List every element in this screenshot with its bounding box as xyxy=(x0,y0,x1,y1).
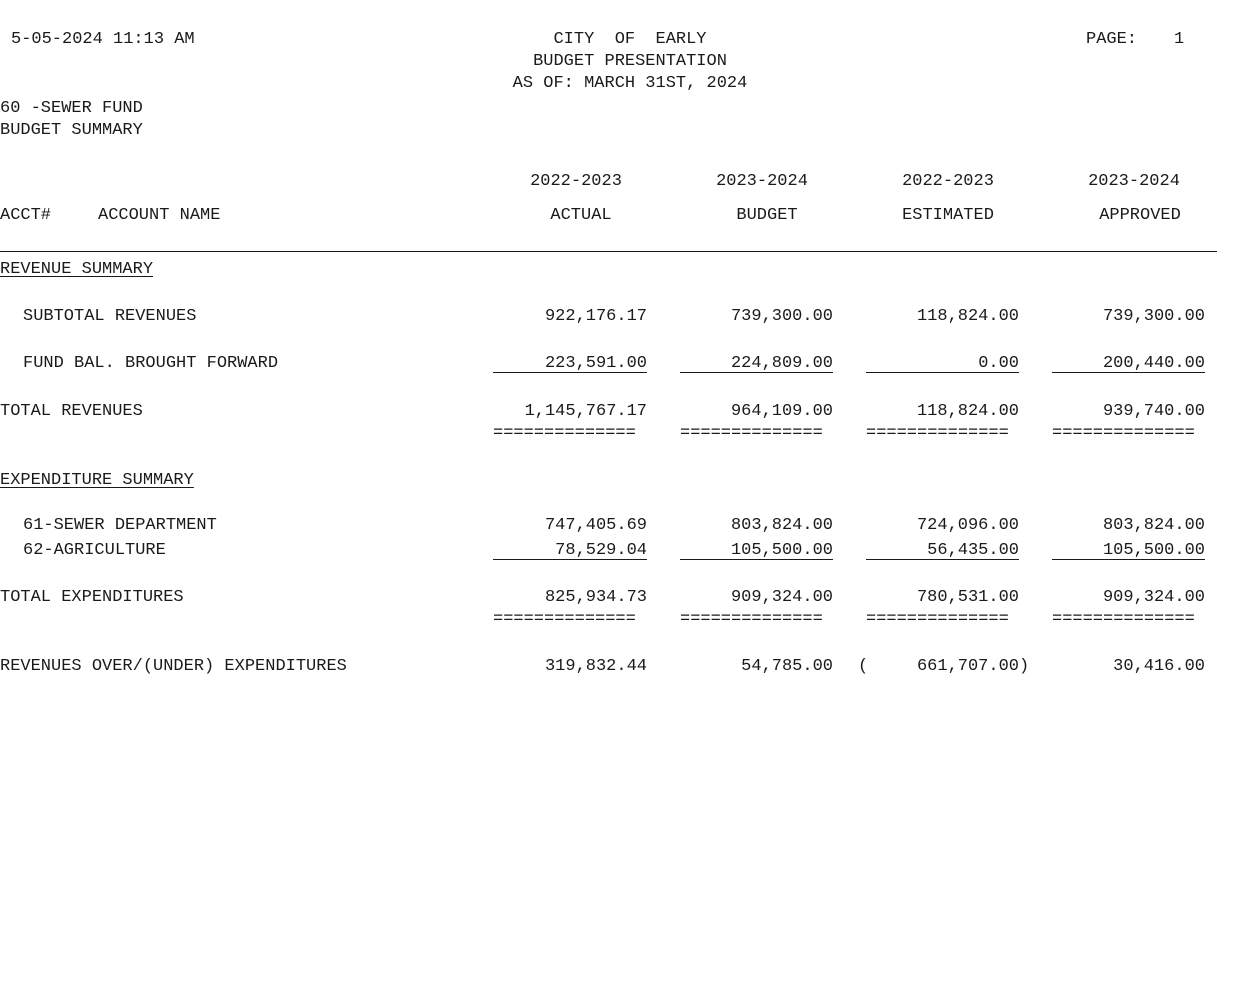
cell-value: 739,300.00 xyxy=(1102,307,1205,326)
cell-value: 319,832.44 xyxy=(544,657,647,676)
negative-close-paren: ) xyxy=(1019,657,1030,676)
col-year-budget: 2023-2024 xyxy=(716,172,808,191)
cell-value: 825,934.73 xyxy=(544,588,647,607)
double-rule: ============== xyxy=(680,424,823,443)
report-datetime: 5-05-2024 11:13 AM xyxy=(11,30,195,49)
double-rule: ============== xyxy=(866,424,1009,443)
col-title-estimated: ESTIMATED xyxy=(902,206,994,225)
acct-header: ACCT# xyxy=(0,206,52,225)
cell-value: 200,440.00 xyxy=(1102,354,1205,373)
total-expenditures-label: TOTAL EXPENDITURES xyxy=(0,588,184,607)
cell-value: 56,435.00 xyxy=(927,541,1019,560)
row-label-sewer-department: 61-SEWER DEPARTMENT xyxy=(23,516,217,535)
page-label: PAGE: xyxy=(1086,30,1138,49)
double-rule: ============== xyxy=(680,610,823,629)
total-revenues-label: TOTAL REVENUES xyxy=(0,402,143,421)
subtotal-underline xyxy=(1052,372,1205,373)
cell-value: 803,824.00 xyxy=(730,516,833,535)
double-rule: ============== xyxy=(493,424,636,443)
row-label-fund-balance: FUND BAL. BROUGHT FORWARD xyxy=(23,354,279,373)
row-label-subtotal-revenues: SUBTOTAL REVENUES xyxy=(23,307,197,326)
subtotal-underline xyxy=(493,372,647,373)
subtotal-underline xyxy=(680,559,833,560)
cell-value: 224,809.00 xyxy=(730,354,833,373)
row-label-agriculture: 62-AGRICULTURE xyxy=(23,541,166,560)
page-number: 1 xyxy=(1174,30,1185,49)
col-year-estimated: 2022-2023 xyxy=(902,172,994,191)
cell-value: 30,416.00 xyxy=(1113,657,1205,676)
cell-value: 724,096.00 xyxy=(916,516,1019,535)
cell-value: 105,500.00 xyxy=(1102,541,1205,560)
cell-value: 909,324.00 xyxy=(1102,588,1205,607)
cell-value: 0.00 xyxy=(978,354,1019,373)
cell-value: 54,785.00 xyxy=(741,657,833,676)
col-title-approved: APPROVED xyxy=(1099,206,1181,225)
fund-name: 60 -SEWER FUND xyxy=(0,99,143,118)
as-of-date: AS OF: MARCH 31ST, 2024 xyxy=(512,74,748,93)
col-title-budget: BUDGET xyxy=(736,206,798,225)
fund-subtitle: BUDGET SUMMARY xyxy=(0,121,143,140)
col-year-approved: 2023-2024 xyxy=(1088,172,1180,191)
subtotal-underline xyxy=(1052,559,1205,560)
cell-value: 939,740.00 xyxy=(1102,402,1205,421)
cell-value: 739,300.00 xyxy=(730,307,833,326)
account-name-header: ACCOUNT NAME xyxy=(98,206,221,225)
col-year-actual: 2022-2023 xyxy=(530,172,622,191)
city-name: CITY OF EARLY xyxy=(553,30,707,49)
report-title: BUDGET PRESENTATION xyxy=(533,52,727,71)
cell-value: 118,824.00 xyxy=(916,307,1019,326)
header-divider xyxy=(0,251,1217,252)
subtotal-underline xyxy=(680,372,833,373)
revenue-section-title: REVENUE SUMMARY xyxy=(0,260,154,279)
cell-value: 118,824.00 xyxy=(916,402,1019,421)
cell-value: 1,145,767.17 xyxy=(524,402,647,421)
double-rule: ============== xyxy=(1052,424,1195,443)
col-title-actual: ACTUAL xyxy=(550,206,612,225)
subtotal-underline xyxy=(493,559,647,560)
double-rule: ============== xyxy=(1052,610,1195,629)
cell-value: 964,109.00 xyxy=(730,402,833,421)
subtotal-underline xyxy=(866,559,1019,560)
cell-value: 780,531.00 xyxy=(916,588,1019,607)
cell-value: 78,529.04 xyxy=(555,541,647,560)
net-label: REVENUES OVER/(UNDER) EXPENDITURES xyxy=(0,657,347,676)
negative-open-paren: ( xyxy=(858,657,869,676)
cell-value: 909,324.00 xyxy=(730,588,833,607)
double-rule: ============== xyxy=(493,610,636,629)
subtotal-underline xyxy=(866,372,1019,373)
cell-value: 803,824.00 xyxy=(1102,516,1205,535)
cell-value: 747,405.69 xyxy=(544,516,647,535)
cell-value: 661,707.00 xyxy=(916,657,1019,676)
cell-value: 922,176.17 xyxy=(544,307,647,326)
cell-value: 223,591.00 xyxy=(544,354,647,373)
cell-value: 105,500.00 xyxy=(730,541,833,560)
expenditure-section-title: EXPENDITURE SUMMARY xyxy=(0,471,194,490)
double-rule: ============== xyxy=(866,610,1009,629)
